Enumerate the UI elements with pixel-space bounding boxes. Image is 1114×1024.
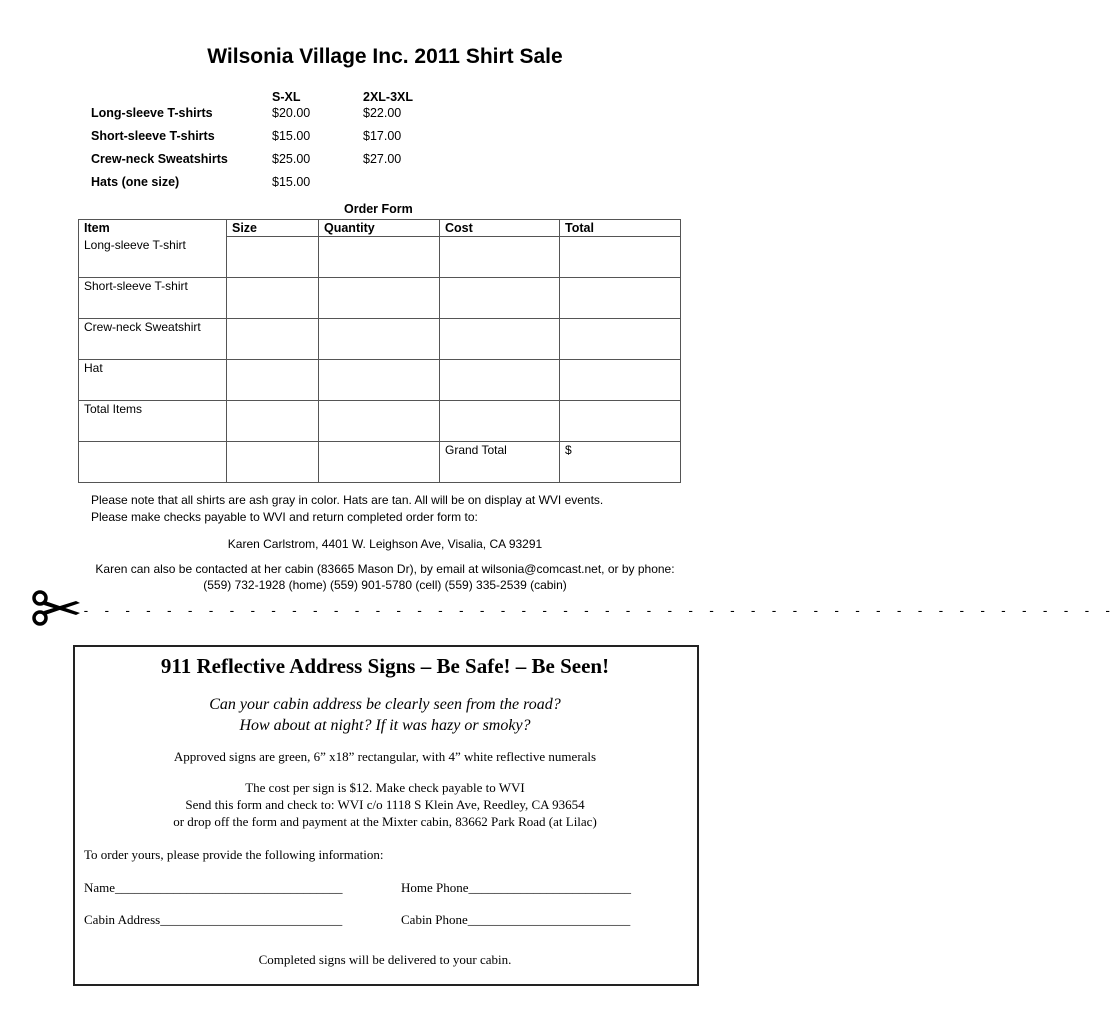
signs-delivery-note: Completed signs will be delivered to your cabin. — [258, 952, 512, 967]
price-header-2xl-3xl: 2XL-3XL — [363, 90, 414, 104]
total-cell[interactable] — [560, 319, 681, 360]
order-form-title: Order Form — [344, 202, 413, 216]
price-2xl-3xl: $22.00 — [363, 106, 402, 120]
column-header-size: Size — [227, 220, 319, 237]
price-s-xl: $15.00 — [272, 129, 311, 143]
signs-order-intro: To order yours, please provide the following information: — [84, 847, 384, 862]
table-row — [79, 360, 681, 401]
contact-info: Karen can also be contacted at her cabin (83665 Mason Dr), by email at wilsonia@comcast.net, or by phone: — [95, 562, 675, 576]
price-s-xl: $25.00 — [272, 152, 311, 166]
total-cell[interactable] — [560, 360, 681, 401]
price-item-label: Short-sleeve T-shirts — [91, 129, 215, 143]
order-item-label: Total Items — [79, 401, 227, 442]
size-cell[interactable] — [227, 278, 319, 319]
cost-cell[interactable] — [440, 360, 560, 401]
price-2xl-3xl: $27.00 — [363, 152, 402, 166]
quantity-cell[interactable] — [319, 278, 440, 319]
signs-approved: Approved signs are green, 6” x18” rectangular, with 4” white reflective numerals — [173, 749, 597, 764]
page-title: Wilsonia Village Inc. 2011 Shirt Sale — [207, 45, 563, 68]
order-form-table — [78, 219, 681, 483]
grand-total-row — [79, 442, 681, 483]
order-item-label: Crew-neck Sweatshirt — [79, 319, 227, 360]
cut-line: - - - - - - - - - - - - - - - - - - - - - - - - - - - - - - - - - - - - - - - - - - - - - - - - - - — [82, 604, 1114, 619]
name-field[interactable]: Name___________________________________ — [84, 880, 343, 895]
note-checks: Please make checks payable to WVI and return completed order form to: — [91, 510, 478, 524]
scissors-icon — [30, 588, 82, 628]
cost-cell[interactable] — [440, 401, 560, 442]
price-item-label: Crew-neck Sweatshirts — [91, 152, 228, 166]
signs-dropoff: or drop off the form and payment at the Mixter cabin, 83662 Park Road (at Lilac) — [173, 814, 597, 829]
price-header-s-xl: S-XL — [272, 90, 301, 104]
table-row — [79, 237, 681, 278]
price-s-xl: $20.00 — [272, 106, 311, 120]
price-s-xl: $15.00 — [272, 175, 311, 189]
size-cell[interactable] — [227, 360, 319, 401]
signs-send: Send this form and check to: WVI c/o 1118 S Klein Ave, Reedley, CA 93654 — [185, 797, 585, 812]
order-item-label: Hat — [79, 360, 227, 401]
cabin-address-field[interactable]: Cabin Address____________________________ — [84, 912, 343, 927]
quantity-cell[interactable] — [319, 401, 440, 442]
price-2xl-3xl: $17.00 — [363, 129, 402, 143]
column-header-item: Item — [79, 220, 227, 237]
mailing-address: Karen Carlstrom, 4401 W. Leighson Ave, Visalia, CA 93291 — [227, 537, 543, 551]
empty-cell — [319, 442, 440, 483]
table-row — [79, 401, 681, 442]
signs-question-2: How about at night? If it was hazy or smoky? — [239, 717, 531, 734]
price-item-label: Long-sleeve T-shirts — [91, 106, 213, 120]
price-item-label: Hats (one size) — [91, 175, 180, 189]
grand-total-value[interactable]: $ — [560, 442, 681, 483]
table-row — [79, 278, 681, 319]
phone-numbers: (559) 732-1928 (home) (559) 901-5780 (cell) (559) 335-2539 (cabin) — [203, 578, 567, 592]
column-header-total: Total — [560, 220, 681, 237]
quantity-cell[interactable] — [319, 237, 440, 278]
column-header-cost: Cost — [440, 220, 560, 237]
home-phone-field[interactable]: Home Phone_________________________ — [401, 880, 632, 895]
empty-cell — [227, 442, 319, 483]
cabin-phone-field[interactable]: Cabin Phone_________________________ — [401, 912, 631, 927]
cost-cell[interactable] — [440, 278, 560, 319]
empty-cell — [79, 442, 227, 483]
order-item-label: Short-sleeve T-shirt — [79, 278, 227, 319]
total-cell[interactable] — [560, 278, 681, 319]
signs-cost: The cost per sign is $12. Make check payable to WVI — [245, 780, 525, 795]
quantity-cell[interactable] — [319, 360, 440, 401]
size-cell[interactable] — [227, 319, 319, 360]
order-header-row — [79, 220, 681, 237]
size-cell[interactable] — [227, 237, 319, 278]
signs-question-1: Can your cabin address be clearly seen from the road? — [209, 696, 561, 713]
note-colors: Please note that all shirts are ash gray in color. Hats are tan. All will be on display at WVI events. — [91, 493, 604, 507]
cost-cell[interactable] — [440, 319, 560, 360]
column-header-quantity: Quantity — [319, 220, 440, 237]
total-cell[interactable] — [560, 237, 681, 278]
table-row — [79, 319, 681, 360]
order-item-label: Long-sleeve T-shirt — [79, 237, 227, 278]
grand-total-label: Grand Total — [440, 442, 560, 483]
size-cell[interactable] — [227, 401, 319, 442]
quantity-cell[interactable] — [319, 319, 440, 360]
cost-cell[interactable] — [440, 237, 560, 278]
signs-title: 911 Reflective Address Signs – Be Safe! – Be Seen! — [160, 654, 610, 678]
total-cell[interactable] — [560, 401, 681, 442]
